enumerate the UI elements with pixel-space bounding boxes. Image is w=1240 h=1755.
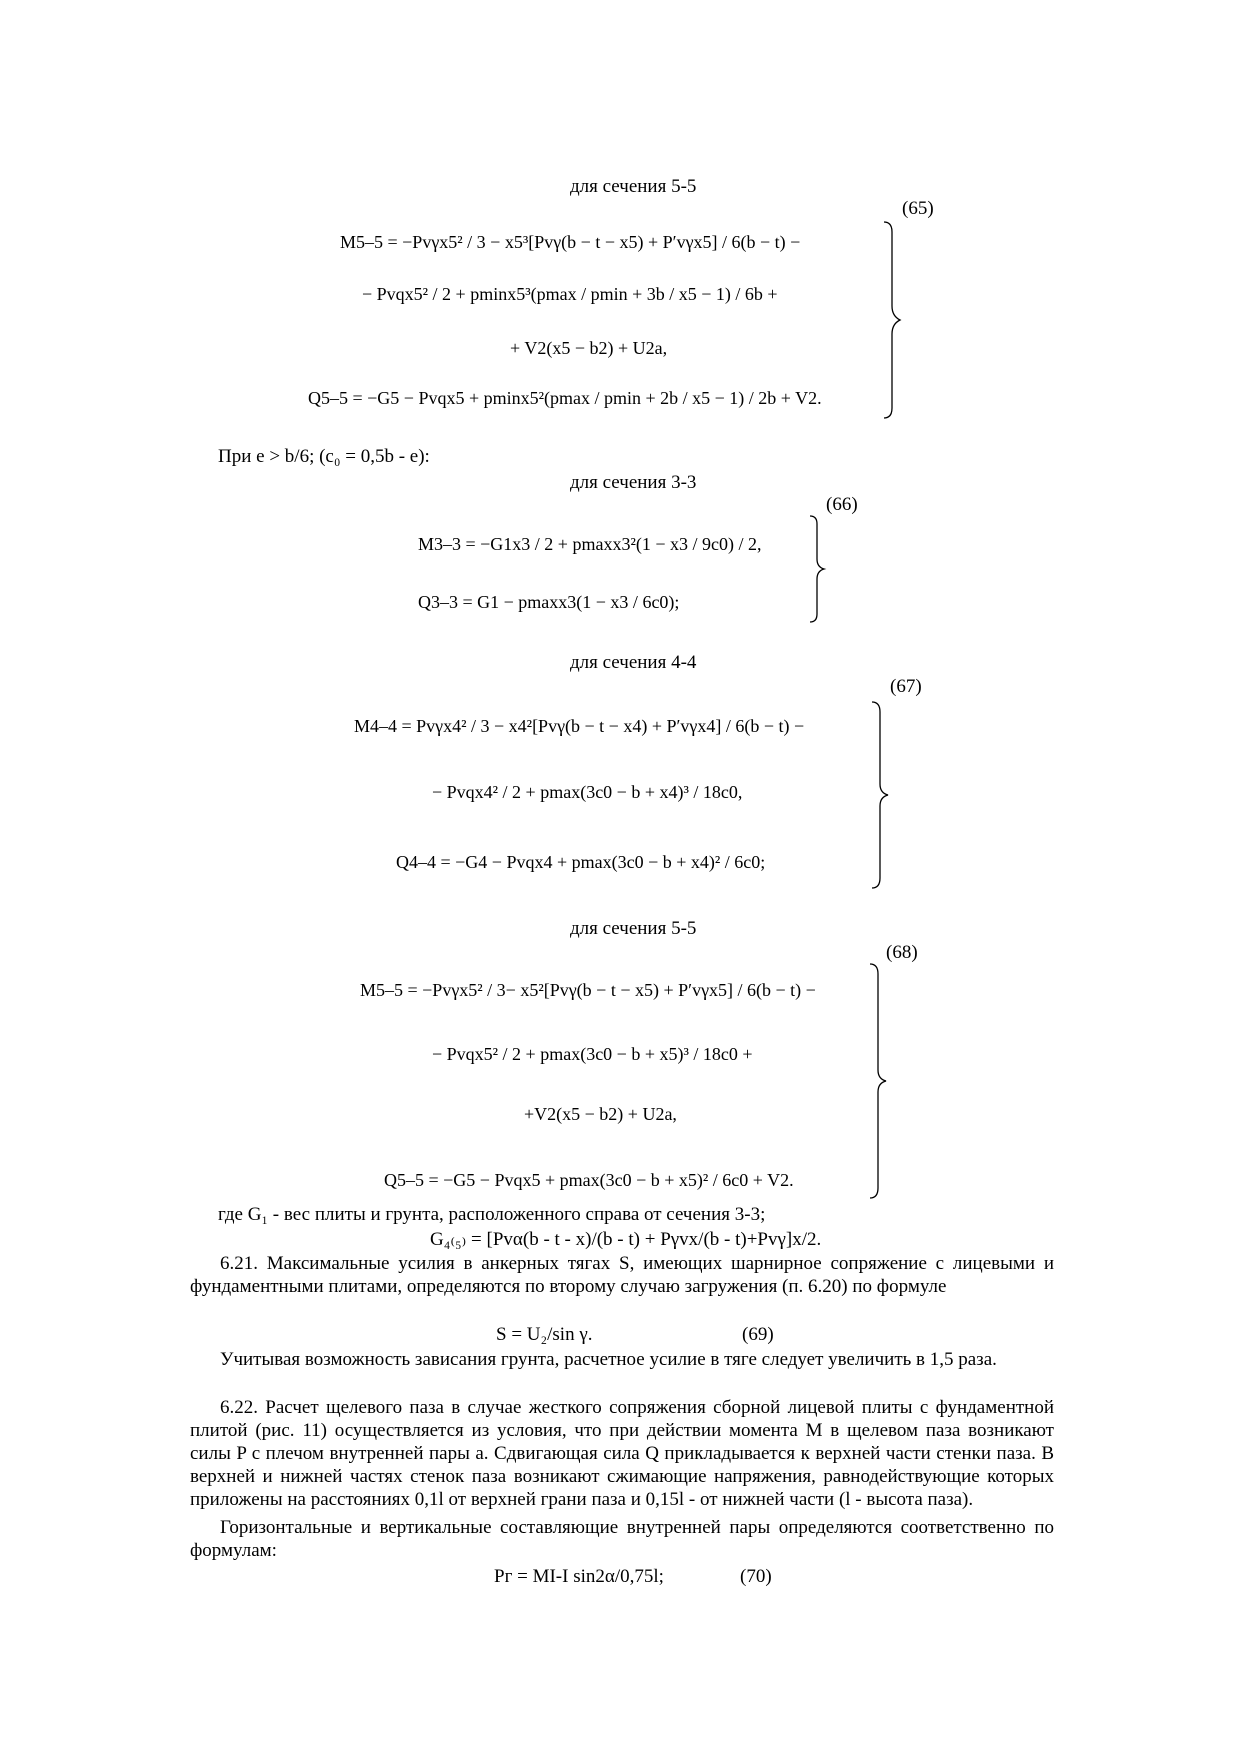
right-brace (868, 700, 892, 890)
equation-line: Q4–4 = −G4 − Pvqx4 + pmax(3c0 − b + x4)² / 6c0; (396, 852, 766, 872)
equation-line: Q3–3 = G1 − pmaxx3(1 − x3 / 6c0); (418, 592, 680, 612)
where-text: где G₁ - вес плиты и грунта, расположенного справа от сечения 3-3; (218, 1204, 766, 1225)
equation-number: (66) (826, 494, 858, 515)
equation-line: +V2(x5 − b2) + U2a, (524, 1104, 677, 1124)
equation-number: (65) (902, 198, 934, 219)
equation-line: M4–4 = Pvγx4² / 3 − x4²[Pvγ(b − t − x4) + P′vγx4] / 6(b − t) − (354, 716, 805, 736)
right-brace (880, 220, 904, 420)
paragraph-slack: Учитывая возможность зависания грунта, расчетное усилие в тяге следует увеличить в 1,5 раза. (220, 1349, 997, 1370)
paragraph-6-21: 6.21. Максимальные усилия в анкерных тягах S, имеющих шарнирное сопряжение с лицевыми и фундаментными плитами, определяются по второму случаю загружения (п. 6.20) по формуле (190, 1253, 1054, 1297)
equation-number: (70) (740, 1566, 772, 1587)
equation-number: (69) (742, 1324, 774, 1345)
equation-line: Q5–5 = −G5 − Pvqx5 + pmax(3c0 − b + x5)² / 6c0 + V2. (384, 1170, 794, 1190)
equation-line: + V2(x5 − b2) + U2a, (510, 338, 668, 358)
equation-number: (68) (886, 942, 918, 963)
condition-text: При e > b/6; (c₀ = 0,5b - e): (218, 446, 430, 467)
equation-line: − Pvqx4² / 2 + pmax(3c0 − b + x4)³ / 18c0, (432, 782, 743, 802)
paragraph-6-22: 6.22. Расчет щелевого паза в случае жесткого сопряжения сборной лицевой плиты с фундаментной плитой (рис. 11) осуществляется из условия, что при действии момента M в щелевом паза возникают силы P с плечом внутренней пары a. Сдвигающая сила Q прикладывается к верхней части стенки паза. В верхней и нижней частях стенок паза возникают сжимающие напряжения, равнодействующие которых приложены на расстояниях 0,1l от верхней грани паза и 0,15l - от нижней части (l - высота паза). (190, 1397, 1054, 1510)
paragraph-horizontal: Горизонтальные и вертикальные составляющие внутренней пары определяются соответственно по формулам: (190, 1517, 1054, 1561)
formula-70: Pг = MI-I sin2α/0,75l; (494, 1566, 664, 1587)
section-title: для сечения 3-3 (570, 472, 697, 493)
equation-line: M5–5 = −Pvγx5² / 3− x5²[Pvγ(b − t − x5) + P′vγx5] / 6(b − t) − (360, 980, 816, 1000)
equation-line: − Pvqx5² / 2 + pmax(3c0 − b + x5)³ / 18c0 + (432, 1044, 753, 1064)
right-brace (866, 962, 890, 1200)
formula-69: S = U₂/sin γ. (496, 1324, 593, 1345)
section-title: для сечения 5-5 (570, 176, 697, 197)
right-brace (806, 514, 828, 624)
formula-g45: G₄₍₅₎ = [Pvα(b - t - x)/(b - t) + Pγvx/(b - t)+Pvγ]x/2. (430, 1229, 822, 1250)
equation-number: (67) (890, 676, 922, 697)
equation-line: M3–3 = −G1x3 / 2 + pmaxx3²(1 − x3 / 9c0) / 2, (418, 534, 762, 554)
equation-line: Q5–5 = −G5 − Pvqx5 + pminx5²(pmax / pmin + 2b / x5 − 1) / 2b + V2. (308, 388, 822, 408)
section-title: для сечения 4-4 (570, 652, 697, 673)
section-title: для сечения 5-5 (570, 918, 697, 939)
equation-line: − Pvqx5² / 2 + pminx5³(pmax / pmin + 3b / x5 − 1) / 6b + (362, 284, 778, 304)
equation-line: M5–5 = −Pvγx5² / 3 − x5³[Pvγ(b − t − x5) + P′vγx5] / 6(b − t) − (340, 232, 801, 252)
